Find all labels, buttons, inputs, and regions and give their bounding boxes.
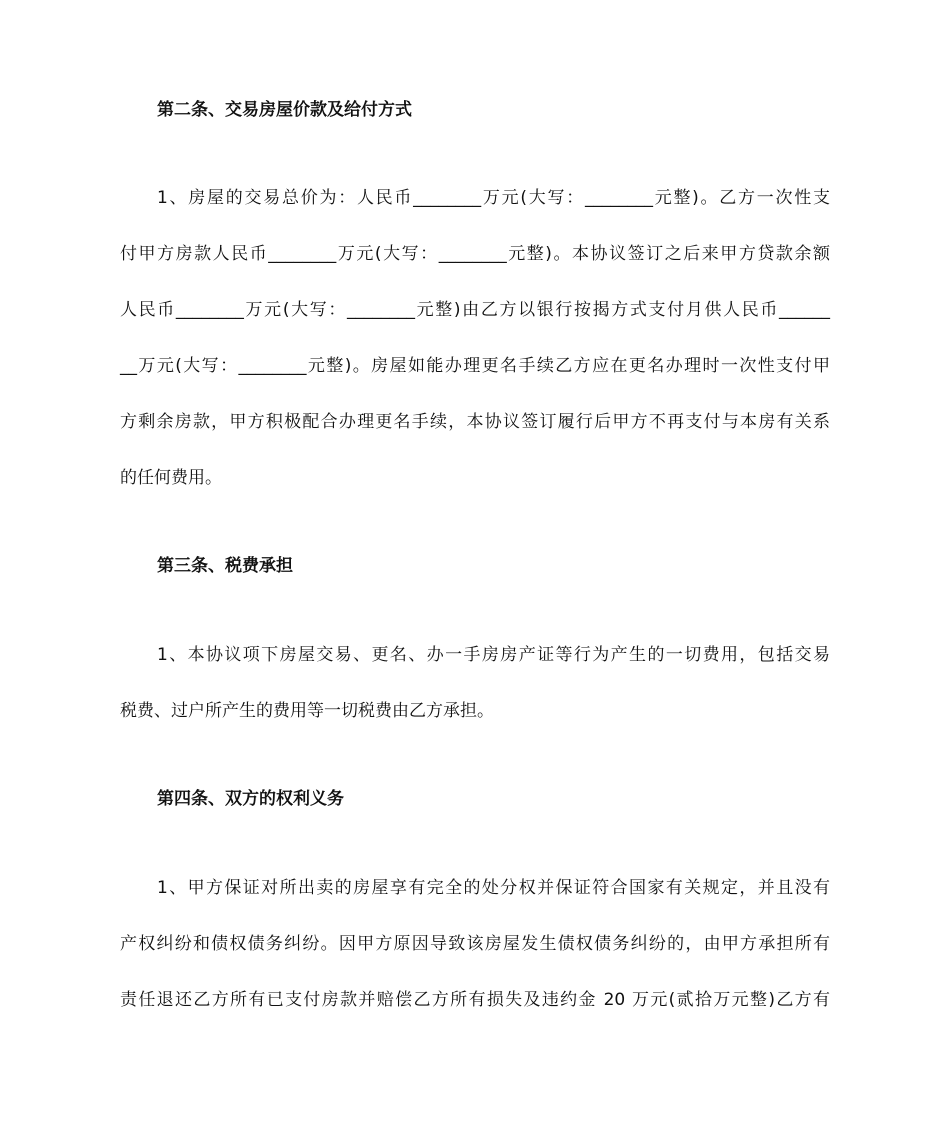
paragraph-line: 1、甲方保证对所出卖的房屋享有完全的处分权并保证符合国家有关规定，并且没有 [157,878,830,898]
section-heading-4: 第四条、双方的权利义务 [157,789,344,809]
paragraph-line: 1、本协议项下房屋交易、更名、办一手房房产证等行为产生的一切费用，包括交易 [157,645,830,665]
paragraph-line: 产权纠纷和债权债务纠纷。因甲方原因导致该房屋发生债权债务纠纷的，由甲方承担所有 [120,934,830,954]
paragraph-line: 责任退还乙方所有已支付房款并赔偿乙方所有损失及违约金 20 万元(贰拾万元整)乙方有 [120,990,830,1010]
paragraph-line: 1、房屋的交易总价为：人民币________万元(大写：________元整)。乙方一次性支 [157,188,830,208]
section-heading-2: 第二条、交易房屋价款及给付方式 [157,100,412,120]
section-heading-3: 第三条、税费承担 [157,556,293,576]
paragraph-line: 税费、过户所产生的费用等一切税费由乙方承担。 [120,701,494,721]
paragraph-line: 的任何费用。 [120,468,222,488]
paragraph-line: __万元(大写：________元整)。房屋如能办理更名手续乙方应在更名办理时一次性支付甲 [120,356,830,376]
paragraph-line: 人民币________万元(大写：________元整)由乙方以银行按揭方式支付月供人民币______ [120,300,830,320]
paragraph-line: 方剩余房款，甲方积极配合办理更名手续，本协议签订履行后甲方不再支付与本房有关系 [120,412,830,432]
paragraph-line: 付甲方房款人民币________万元(大写：________元整)。本协议签订之后来甲方贷款余额 [120,244,830,264]
